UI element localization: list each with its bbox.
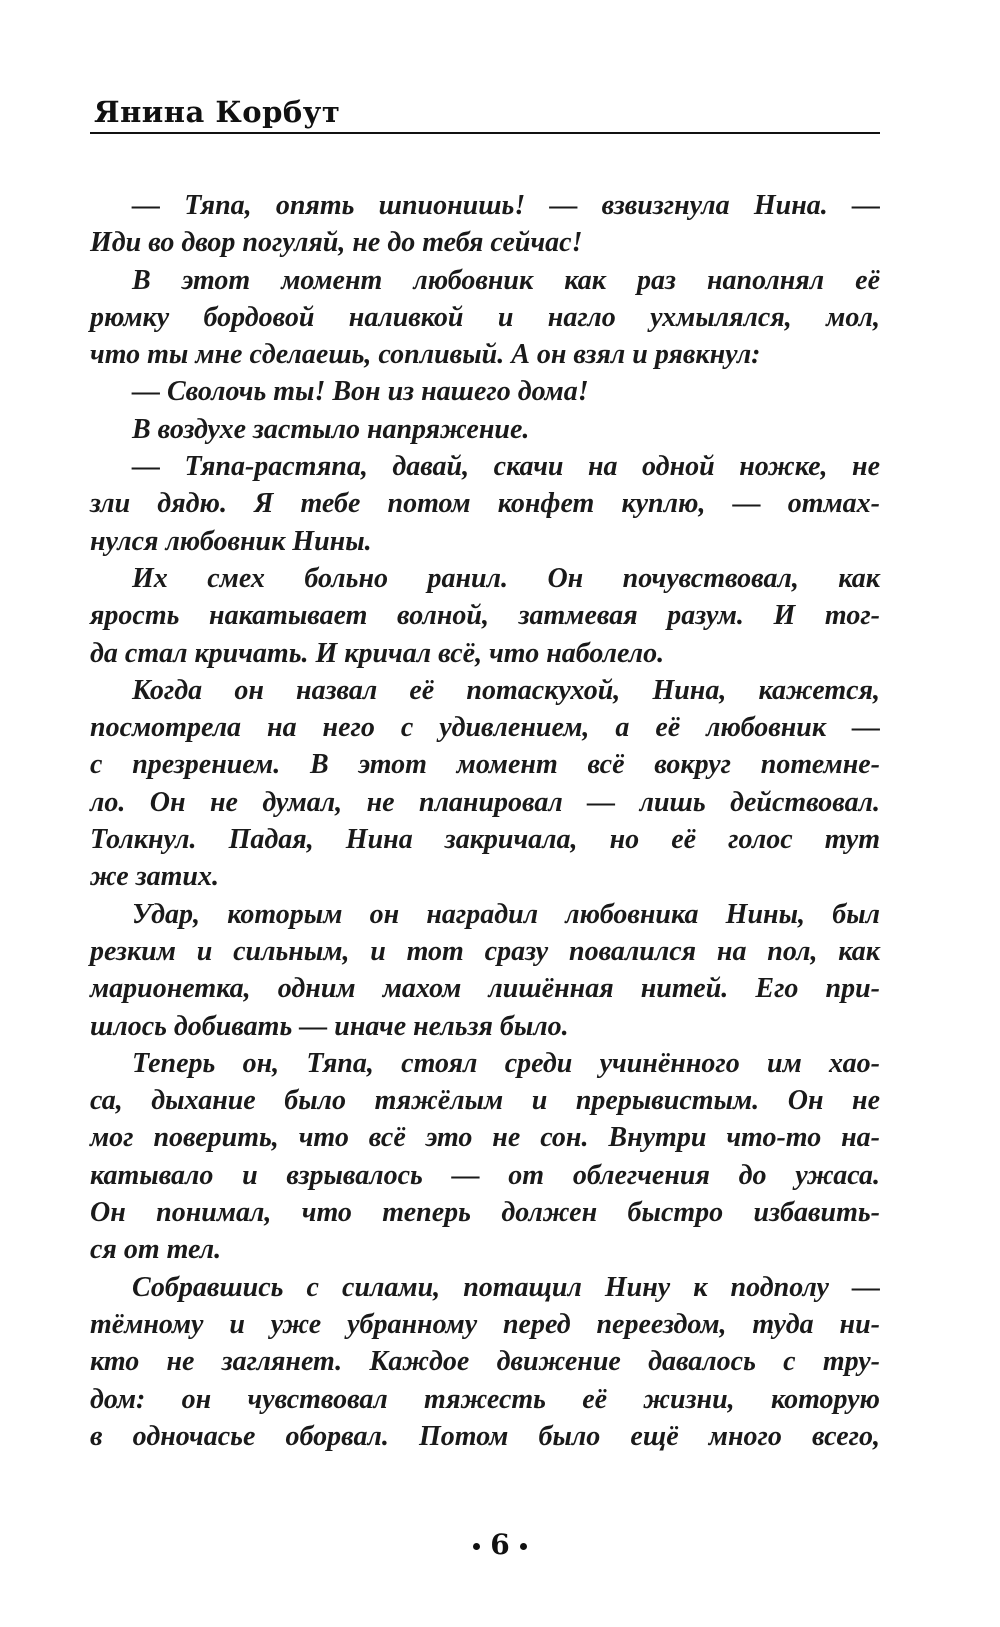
paragraph xyxy=(90,896,880,1045)
text-line: ярость накатывает волной, затмевая разум. И тог- xyxy=(90,600,880,632)
text-line: резким и сильным, и тот сразу повалился на пол, как xyxy=(90,935,880,967)
paragraph xyxy=(90,448,880,560)
text-line: ся от тел. xyxy=(90,1234,222,1266)
text-line: тёмному и уже убранному перед переездом, туда ни- xyxy=(90,1308,880,1340)
text-line: в одночасье оборвал. Потом было ещё много всего, xyxy=(90,1420,880,1452)
text-line: Удар, которым он наградил любовника Нины, был xyxy=(132,898,880,930)
text-line: нулся любовник Нины. xyxy=(90,525,372,557)
page-footer xyxy=(0,1528,1000,1562)
text-line: — Сволочь ты! Вон из нашего дома! xyxy=(132,376,589,408)
text-line: Он понимал, что теперь должен быстро избавить- xyxy=(90,1197,880,1229)
paragraph xyxy=(90,262,880,374)
text-line: В этот момент любовник как раз наполнял её xyxy=(132,264,880,296)
text-line: с презрением. В этот момент всё вокруг потемне- xyxy=(90,749,880,781)
text-line: катывало и взрывалось — от облегчения до ужаса. xyxy=(90,1159,880,1191)
text-line: дом: он чувствовал тяжесть её жизни, которую xyxy=(90,1383,880,1415)
body-text xyxy=(90,187,880,1455)
text-line: В воздухе застыло напряжение. xyxy=(132,413,530,445)
paragraph xyxy=(90,1269,880,1455)
paragraph xyxy=(90,411,880,448)
text-line: да стал кричать. И кричал всё, что наболело. xyxy=(90,637,665,669)
text-line: мог поверить, что всё это не сон. Внутри что-то на- xyxy=(90,1122,880,1154)
text-line: Теперь он, Тяпа, стоял среди учинённого им хао- xyxy=(132,1047,880,1079)
footer-dot-right xyxy=(520,1543,527,1550)
text-line: посмотрела на него с удивлением, а её любовник — xyxy=(90,712,880,744)
text-line: Собравшись с силами, потащил Нину к подполу — xyxy=(132,1271,880,1303)
text-line: марионетка, одним махом лишённая нитей. Его при- xyxy=(90,973,880,1005)
text-line: — Тяпа, опять шпионишь! — взвизгнула Нина. — xyxy=(132,190,880,221)
text-line: Когда он назвал её потаскухой, Нина, кажется, xyxy=(132,674,880,706)
text-line: — Тяпа-растяпа, давай, скачи на одной ножке, не xyxy=(132,451,880,483)
footer-dot-left xyxy=(473,1543,480,1550)
text-line: Иди во двор погуляй, не до тебя сейчас! xyxy=(90,227,583,259)
running-header xyxy=(90,95,880,134)
text-line: кто не заглянет. Каждое движение давалось с тру- xyxy=(90,1346,880,1378)
paragraph xyxy=(90,1045,880,1269)
text-line: са, дыхание было тяжёлым и прерывистым. Он не xyxy=(90,1085,880,1117)
text-line: же затих. xyxy=(90,861,219,893)
text-line: зли дядю. Я тебе потом конфет куплю, — отмах- xyxy=(90,488,880,520)
paragraph xyxy=(90,373,880,410)
text-line: что ты мне сделаешь, сопливый. А он взял и рявкнул: xyxy=(90,339,761,371)
author-name: Янина Корбут xyxy=(94,95,341,129)
paragraph xyxy=(90,672,880,896)
paragraph xyxy=(90,187,880,262)
text-line: Толкнул. Падая, Нина закричала, но её голос тут xyxy=(90,824,880,856)
text-line: шлось добивать — иначе нельзя было. xyxy=(90,1010,569,1042)
text-line: Их смех больно ранил. Он почувствовал, как xyxy=(132,562,880,594)
paragraph xyxy=(90,560,880,672)
text-line: ло. Он не думал, не планировал — лишь действовал. xyxy=(90,786,880,818)
header-rule xyxy=(90,132,880,134)
text-line: рюмку бордовой наливкой и нагло ухмылялся, мол, xyxy=(90,301,880,333)
page-number: 6 xyxy=(490,1528,510,1561)
